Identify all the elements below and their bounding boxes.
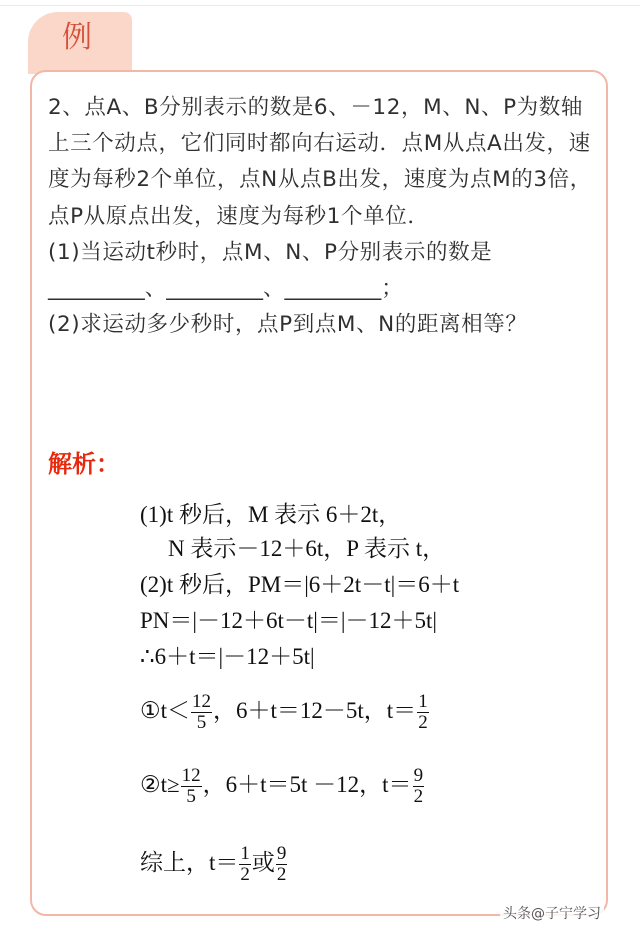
- case-1-condition-denominator: 5: [196, 712, 207, 733]
- case-2-equation: ，6＋t＝5t －12，t＝: [202, 771, 412, 797]
- solution-line-3: (2)t 秒后，PM＝|6＋2t－t|＝6＋t: [140, 572, 460, 597]
- solution-line-4: PN＝|－12＋6t－t|＝|－12＋5t|: [140, 608, 437, 633]
- question-1: (1)当运动t秒时，点M、N、P分别表示的数是: [48, 239, 493, 265]
- case-1-answer-numerator: 1: [418, 691, 428, 712]
- conclusion-prefix: 综上，t＝: [140, 849, 239, 875]
- case-2-answer-fraction: [413, 766, 425, 807]
- case-2-answer-denominator: 2: [413, 786, 424, 807]
- example-tab-label: 例: [62, 20, 92, 55]
- analysis-title: 解析：: [48, 450, 120, 478]
- conclusion-a-denominator: 2: [240, 864, 250, 885]
- case-1-prefix: ①t＜: [140, 697, 191, 723]
- case-2-condition-numerator: 12: [181, 765, 201, 786]
- case-2-condition-denominator: 5: [186, 786, 196, 807]
- conclusion-fraction-b: [276, 844, 288, 885]
- conclusion-or: 或: [251, 849, 275, 875]
- case-1-answer-denominator: 2: [418, 712, 428, 733]
- conclusion-fraction-a: [239, 844, 251, 885]
- case-1-condition-fraction: [191, 692, 212, 733]
- problem-statement: [48, 90, 596, 343]
- conclusion-b-numerator: 9: [276, 843, 287, 864]
- case-1-condition-numerator: 12: [192, 691, 212, 712]
- watermark: 头条@子宁学习: [500, 902, 604, 924]
- top-divider: [0, 5, 640, 6]
- case-1-answer-fraction: [417, 692, 429, 733]
- solution-case-2: [140, 766, 425, 807]
- solution-line-5: ∴6＋t＝|－12＋5t|: [140, 644, 315, 669]
- problem-text: 2、点A、B分别表示的数是6、－12，M、N、P为数轴上三个动点，它们同时都向右运动．点M从点A出发，速度为每秒2个单位，点N从点B出发，速度为点M的3倍，点P从原点出发，速度为每秒1个单位．: [48, 95, 592, 229]
- question-2: (2)求运动多少秒时，点P到点M、N的距离相等？: [48, 312, 528, 338]
- conclusion-b-denominator: 2: [276, 864, 287, 885]
- case-2-prefix: ②t≥: [140, 771, 180, 797]
- conclusion-a-numerator: 1: [240, 843, 250, 864]
- solution-conclusion: [140, 844, 288, 885]
- solution-case-1: [140, 692, 430, 733]
- solution-line-1: (1)t 秒后，M 表示 6＋2t，: [140, 502, 402, 527]
- case-1-equation: ，6＋t＝12－5t，t＝: [213, 697, 417, 723]
- question-1-blanks: _________、_________、_________；: [48, 276, 403, 302]
- solution-line-2: N 表示－12＋6t，P 表示 t，: [168, 536, 446, 561]
- case-2-answer-numerator: 9: [413, 765, 424, 786]
- case-2-condition-fraction: [181, 766, 202, 807]
